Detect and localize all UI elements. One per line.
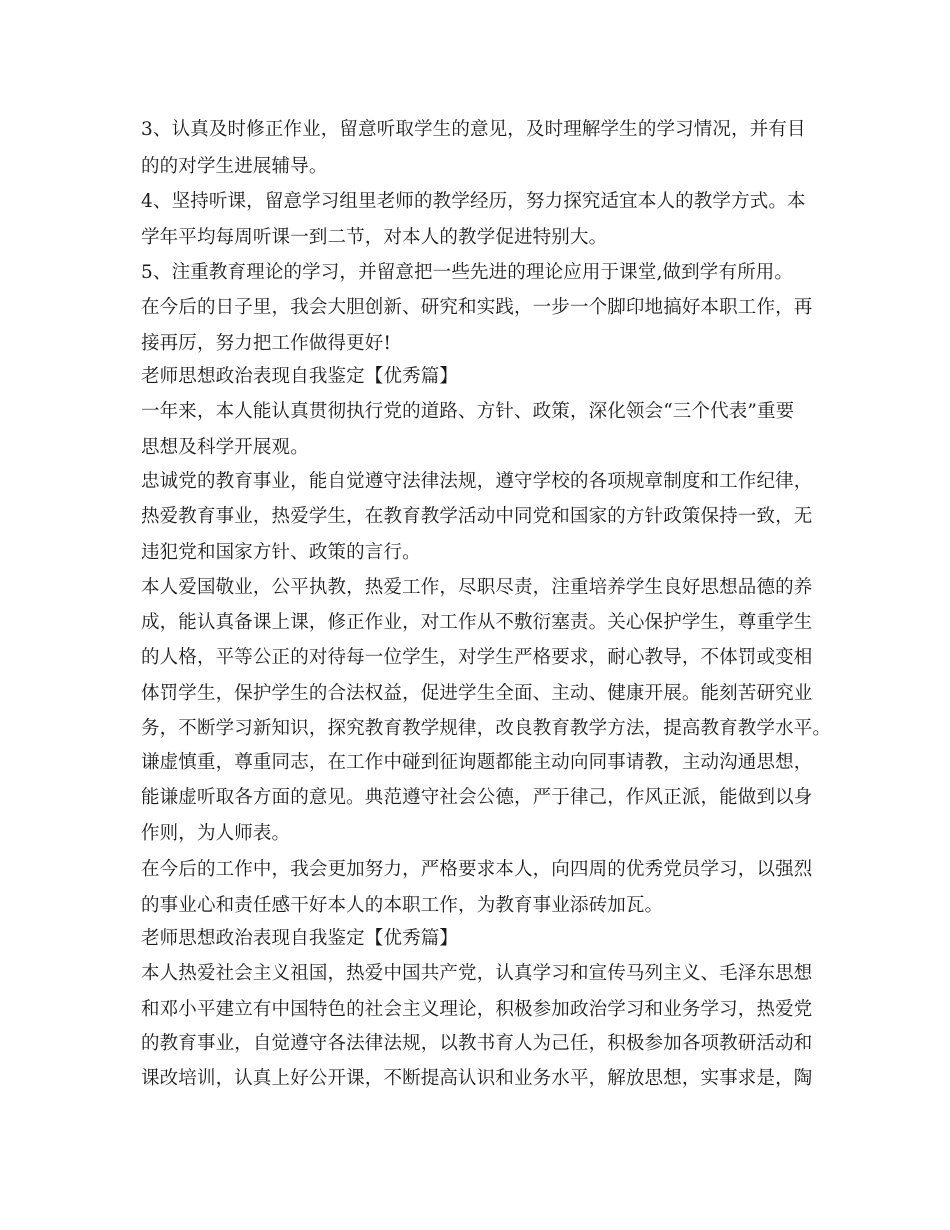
- text-line: 本人爱国敬业，公平执教，热爱工作，尽职尽责，注重培养学生良好思想品德的养: [141, 577, 813, 598]
- text-line: 3、认真及时修正作业，留意听取学生的意见，及时理解学生的学习情况，并有目: [141, 119, 806, 140]
- section-heading: 老师思想政治表现自我鉴定【优秀篇】: [141, 928, 459, 949]
- text-line: 热爱教育事业，热爱学生，在教育教学活动中同党和国家的方针政策保持一致，无: [141, 506, 813, 527]
- text-line: 5、注重教育理论的学习，并留意把一些先进的理论应用于课堂,做到学有所用。: [141, 262, 794, 283]
- text-line: 接再厉，努力把工作做得更好!: [141, 333, 392, 354]
- text-line: 在今后的日子里，我会大胆创新、研究和实践，一步一个脚印地搞好本职工作，再: [141, 297, 813, 318]
- text-line: 4、坚持听课，留意学习组里老师的教学经历，努力探究适宜本人的教学方式。本: [141, 191, 806, 212]
- text-line: 的事业心和责任感干好本人的本职工作，为教育事业添砖加瓦。: [141, 895, 664, 916]
- text-line: 的的对学生进展辅导。: [141, 156, 328, 177]
- text-line: 谦虚慎重，尊重同志，在工作中碰到征询题都能主动向同事请教，主动沟通思想，: [141, 752, 813, 773]
- text-line: 在今后的工作中，我会更加努力，严格要求本人，向四周的优秀党员学习，以强烈: [141, 859, 813, 880]
- text-line: 课改培训，认真上好公开课，不断提高认识和业务水平，解放思想，实事求是，陶: [141, 1068, 813, 1089]
- section-heading: 老师思想政治表现自我鉴定【优秀篇】: [141, 366, 459, 387]
- text-line: 本人热爱社会主义祖国，热爱中国共产党，认真学习和宣传马列主义、毛泽东思想: [141, 963, 813, 984]
- text-line: 成，能认真备课上课，修正作业，对工作从不敷衍塞责。关心保护学生，尊重学生: [141, 612, 813, 633]
- text-line: 的教育事业，自觉遵守各法律法规，以教书育人为己任，积极参加各项教研活动和: [141, 1033, 813, 1054]
- text-line: 违犯党和国家方针、政策的言行。: [141, 542, 421, 563]
- text-line: 的人格，平等公正的对待每一位学生，对学生严格要求，耐心教导，不体罚或变相: [141, 647, 813, 668]
- text-line: 一年来，本人能认真贯彻执行党的道路、方针、政策，深化领会“三个代表”重要: [141, 401, 795, 422]
- text-line: 能谦虚听取各方面的意见。典范遵守社会公德，严于律己，作风正派，能做到以身: [141, 787, 813, 808]
- text-line: 作则，为人师表。: [141, 823, 291, 844]
- text-line: 体罚学生，保护学生的合法权益，促进学生全面、主动、健康开展。能刻苦研究业: [141, 683, 813, 704]
- text-line: 学年平均每周听课一到二节，对本人的教学促进特别大。: [141, 227, 608, 248]
- text-line: 思想及科学开展观。: [141, 437, 309, 458]
- text-line: 忠诚党的教育事业，能自觉遵守法律法规，遵守学校的各项规章制度和工作纪律，: [141, 471, 813, 492]
- text-line: 务，不断学习新知识，探究教育教学规律，改良教育教学方法，提高教育教学水平。: [141, 718, 832, 739]
- text-line: 和邓小平建立有中国特色的社会主义理论，积极参加政治学习和业务学习，热爱党: [141, 999, 813, 1020]
